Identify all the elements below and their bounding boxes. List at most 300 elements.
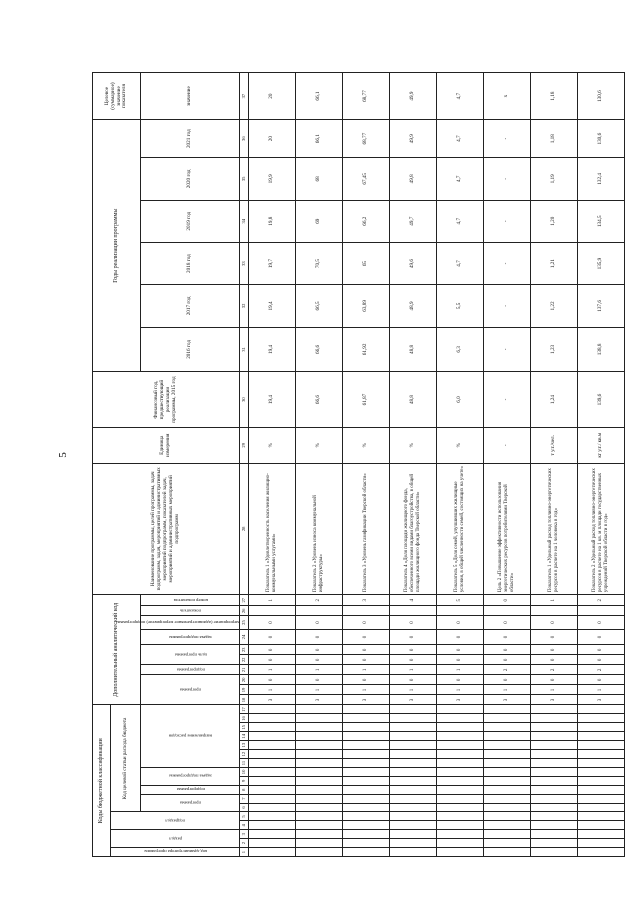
year-value: 130,6 <box>578 120 625 158</box>
page-number: 5 <box>56 452 69 458</box>
budget-code-cell <box>343 776 390 785</box>
budget-code-cell <box>531 821 578 830</box>
budget-code-cell <box>249 794 296 803</box>
program-indicators-table <box>92 72 625 857</box>
budget-code-cell <box>437 812 484 821</box>
budget-codes-header: Коды бюджетной классификации <box>93 705 111 857</box>
budget-code-cell <box>531 741 578 750</box>
column-number: 20 <box>240 675 249 685</box>
column-number: 18 <box>240 695 249 705</box>
column-number: 36 <box>240 120 249 158</box>
unit-cell: % <box>390 427 437 463</box>
additional-code-cell: 1 <box>531 595 578 606</box>
unit-cell: кг у.т./ кв.м <box>578 427 625 463</box>
budget-code-cell <box>249 812 296 821</box>
budget-code-cell <box>249 767 296 776</box>
table-row <box>531 73 578 857</box>
additional-code-cell: 0 <box>390 675 437 685</box>
year-value: 19,8 <box>249 200 296 242</box>
additional-code-cell: 0 <box>390 655 437 665</box>
additional-code-cell: 0 <box>390 645 437 655</box>
column-number: 13 <box>240 741 249 750</box>
budget-code-cell <box>390 732 437 741</box>
year-value: 1,18 <box>531 120 578 158</box>
additional-code-cell: 0 <box>296 645 343 655</box>
budget-code-cell <box>484 750 531 759</box>
budget-code-cell <box>343 785 390 794</box>
additional-code-cell: 0 <box>343 629 390 645</box>
year-value: 48,8 <box>390 327 437 372</box>
indicator-name: Показатель 1 «Удовлетворенность населения жилищно-коммунальными услугами» <box>249 463 296 595</box>
year-value: 1,22 <box>531 285 578 327</box>
additional-code-cell: 0 <box>484 675 531 685</box>
year-value: 4,7 <box>437 120 484 158</box>
year-value: 70,5 <box>296 242 343 284</box>
budget-code-cell <box>296 839 343 848</box>
column-number: 34 <box>240 200 249 242</box>
budget-code-cell <box>249 714 296 723</box>
budget-code-cell <box>249 830 296 839</box>
year-value: 49,9 <box>390 120 437 158</box>
table-wrap <box>92 72 609 857</box>
additional-code-cell <box>531 606 578 616</box>
year-value: 49,6 <box>390 242 437 284</box>
budget-code-cell <box>390 767 437 776</box>
column-number: 23 <box>240 645 249 655</box>
budget-code-cell <box>343 705 390 714</box>
unit-cell: % <box>343 427 390 463</box>
additional-code-cell: 0 <box>484 616 531 629</box>
unit-cell: т у.т./чел. <box>531 427 578 463</box>
budget-code-cell <box>249 741 296 750</box>
budget-code-cell <box>578 750 625 759</box>
year-2021-header: 2021 год <box>141 120 240 158</box>
budget-code-cell <box>437 794 484 803</box>
add-program-header: программа <box>141 675 240 705</box>
prev-year-header: Финансовый год, предшествующий реализации программы, 2015 год <box>93 372 240 428</box>
year-value: 20 <box>249 120 296 158</box>
column-number: 35 <box>240 158 249 200</box>
target-value: х <box>484 73 531 120</box>
additional-code-cell: 3 <box>578 695 625 705</box>
budget-code-cell <box>343 732 390 741</box>
additional-code-cell: 1 <box>437 665 484 675</box>
budget-code-cell <box>343 821 390 830</box>
additional-code-cell: 0 <box>390 616 437 629</box>
expense-direction-header: направление расходов <box>141 705 240 767</box>
budget-code-cell <box>437 732 484 741</box>
additional-code-cell: 1 <box>249 685 296 695</box>
budget-code-cell <box>484 759 531 768</box>
column-number-row <box>240 73 249 857</box>
budget-code-cell <box>531 785 578 794</box>
prev-year-value: 61,87 <box>343 372 390 428</box>
budget-code-cell <box>296 785 343 794</box>
additional-code-cell: 0 <box>484 645 531 655</box>
target-value: 1,18 <box>531 73 578 120</box>
additional-code-cell: 0 <box>531 675 578 685</box>
budget-code-cell <box>484 794 531 803</box>
column-number: 26 <box>240 606 249 616</box>
additional-code-cell: 2 <box>531 665 578 675</box>
additional-code-cell: 1 <box>249 595 296 606</box>
budget-code-cell <box>578 776 625 785</box>
budget-code-cell <box>437 839 484 848</box>
budget-code-cell <box>531 803 578 812</box>
additional-code-cell: 0 <box>296 616 343 629</box>
year-value: 49,7 <box>390 200 437 242</box>
indicator-name: Показатель 2 «Уровень износа коммунальной инфраструктуры» <box>296 463 343 595</box>
budget-code-cell <box>484 830 531 839</box>
additional-code-cell: 0 <box>578 675 625 685</box>
prev-year-value: - <box>484 372 531 428</box>
additional-code-cell: 2 <box>578 595 625 606</box>
indicator-number-header: номер показателя <box>141 595 240 606</box>
budget-code-cell <box>390 821 437 830</box>
budget-code-cell <box>484 732 531 741</box>
prev-year-value: 1,24 <box>531 372 578 428</box>
budget-code-cell <box>296 821 343 830</box>
additional-code-cell: 0 <box>343 675 390 685</box>
indicator-name: Показатель 4 «Доля площади жилищного фонда, обеспеченного всеми видами благоустройства, в общей площади жилищного фонда Тверской области» <box>390 463 437 595</box>
budget-code-cell <box>484 723 531 732</box>
budget-code-cell <box>249 803 296 812</box>
budget-code-cell <box>343 830 390 839</box>
budget-code-cell <box>296 750 343 759</box>
target-value-header: значение <box>141 73 240 120</box>
year-value: 5,5 <box>437 285 484 327</box>
additional-code-cell: 0 <box>296 675 343 685</box>
year-value: 4,7 <box>437 158 484 200</box>
budget-code-cell <box>296 776 343 785</box>
budget-code-cell <box>249 705 296 714</box>
budget-code-cell <box>343 759 390 768</box>
year-value: 19,7 <box>249 242 296 284</box>
years-header: Годы реализации программы <box>93 120 141 372</box>
additional-code-cell: 2 <box>578 665 625 675</box>
budget-code-cell <box>484 785 531 794</box>
additional-code-cell: 0 <box>531 616 578 629</box>
budget-code-cell <box>578 794 625 803</box>
year-value: 66,2 <box>343 200 390 242</box>
additional-code-cell <box>578 606 625 616</box>
column-number: 15 <box>240 723 249 732</box>
section-header: раздел <box>111 830 240 848</box>
budget-code-cell <box>484 741 531 750</box>
budget-code-cell <box>437 821 484 830</box>
table-row <box>296 73 343 857</box>
budget-code-cell <box>578 714 625 723</box>
budget-code-cell <box>578 821 625 830</box>
additional-code-cell: 1 <box>343 685 390 695</box>
additional-code-cell: 1 <box>531 685 578 695</box>
add-task-header: задача подпрограммы <box>141 629 240 645</box>
column-number: 28 <box>240 463 249 595</box>
budget-code-cell <box>390 830 437 839</box>
column-number: 8 <box>240 785 249 794</box>
budget-code-cell <box>437 750 484 759</box>
budget-code-cell <box>437 705 484 714</box>
column-number: 25 <box>240 616 249 629</box>
budget-code-cell <box>296 848 343 857</box>
budget-code-cell <box>484 705 531 714</box>
additional-code-cell: 1 <box>296 665 343 675</box>
indicator-header: показатель <box>141 606 240 616</box>
additional-code-cell: 0 <box>578 655 625 665</box>
budget-code-cell <box>437 848 484 857</box>
budget-code-cell <box>249 732 296 741</box>
budget-code-cell <box>437 759 484 768</box>
budget-code-cell <box>390 750 437 759</box>
table-row <box>249 73 296 857</box>
additional-code-cell: 0 <box>249 655 296 665</box>
additional-code-cell: 0 <box>578 645 625 655</box>
additional-code-cell: 3 <box>437 695 484 705</box>
additional-code-cell: 1 <box>578 685 625 695</box>
additional-code-cell <box>343 606 390 616</box>
year-value: 1,20 <box>531 200 578 242</box>
program-goal-header: цель программы <box>141 645 240 665</box>
budget-code-cell <box>531 732 578 741</box>
additional-code-cell: 0 <box>531 629 578 645</box>
budget-code-cell <box>484 714 531 723</box>
budget-code-cell <box>296 767 343 776</box>
additional-code-cell: 0 <box>249 675 296 685</box>
additional-code-cell: 0 <box>437 616 484 629</box>
target-header: Целевое (суммарное) значение показателя <box>93 73 141 120</box>
column-number: 12 <box>240 750 249 759</box>
additional-code-cell: 0 <box>296 655 343 665</box>
budget-code-cell <box>343 741 390 750</box>
year-value: 1,19 <box>531 158 578 200</box>
target-value: 68,77 <box>343 73 390 120</box>
additional-code-cell <box>390 606 437 616</box>
additional-code-cell: 0 <box>343 645 390 655</box>
target-value: 130,6 <box>578 73 625 120</box>
year-value: 65 <box>343 242 390 284</box>
budget-code-cell <box>343 848 390 857</box>
budget-code-cell <box>390 759 437 768</box>
additional-code-cell: 3 <box>249 695 296 705</box>
document-sheet <box>92 72 609 857</box>
table-row <box>578 73 625 857</box>
year-value: 1,21 <box>531 242 578 284</box>
year-value: 132,4 <box>578 158 625 200</box>
additional-code-cell: 0 <box>249 645 296 655</box>
indicator-name: Показатель 3 «Уровень газификации Тверской области» <box>343 463 390 595</box>
indicator-name: Показатель 2 «Удельный расход топливно-энергетических ресурсов в расчете на 1 кв. м площади государственных учреждений Тверской области в год» <box>578 463 625 595</box>
budget-code-cell <box>531 750 578 759</box>
budget-code-cell <box>484 812 531 821</box>
budget-code-cell <box>531 830 578 839</box>
budget-code-cell <box>578 705 625 714</box>
budget-code-cell <box>390 803 437 812</box>
year-value: 69 <box>296 200 343 242</box>
year-value: 49,8 <box>390 158 437 200</box>
additional-code-cell: 3 <box>296 695 343 705</box>
year-value: 67,45 <box>343 158 390 200</box>
year-value: 1,23 <box>531 327 578 372</box>
column-number: 27 <box>240 595 249 606</box>
budget-code-cell <box>578 812 625 821</box>
year-value: 48,9 <box>390 285 437 327</box>
year-2020-header: 2020 год <box>141 158 240 200</box>
year-value: 4,7 <box>437 200 484 242</box>
budget-code-cell <box>531 848 578 857</box>
budget-code-cell <box>390 723 437 732</box>
year-value: 66,5 <box>296 285 343 327</box>
additional-code-cell: 1 <box>484 685 531 695</box>
target-value: 49,9 <box>390 73 437 120</box>
column-number: 2 <box>240 839 249 848</box>
column-number: 7 <box>240 794 249 803</box>
table-row <box>343 73 390 857</box>
additional-code-cell: 0 <box>531 645 578 655</box>
budget-code-cell <box>343 750 390 759</box>
column-number: 3 <box>240 830 249 839</box>
column-number: 4 <box>240 821 249 830</box>
budget-code-cell <box>296 741 343 750</box>
budget-code-cell <box>343 723 390 732</box>
additional-code-cell: 1 <box>343 665 390 675</box>
budget-code-cell <box>249 848 296 857</box>
additional-code-cell: 5 <box>437 595 484 606</box>
target-value: 66,1 <box>296 73 343 120</box>
additional-code-cell: 3 <box>343 595 390 606</box>
year-value: 66,6 <box>296 327 343 372</box>
prev-year-value: 6,0 <box>437 372 484 428</box>
column-number: 5 <box>240 812 249 821</box>
budget-code-cell <box>296 830 343 839</box>
budget-code-cell <box>343 767 390 776</box>
subsection-header: подраздел <box>111 812 240 830</box>
budget-code-cell <box>390 705 437 714</box>
year-value: 61,92 <box>343 327 390 372</box>
budget-code-cell <box>578 830 625 839</box>
budget-code-cell <box>343 794 390 803</box>
year-value: 4,7 <box>437 242 484 284</box>
budget-code-cell <box>249 785 296 794</box>
budget-code-cell <box>484 767 531 776</box>
year-value: 134,5 <box>578 200 625 242</box>
year-value: - <box>484 285 531 327</box>
table-body <box>240 73 625 857</box>
budget-code-cell <box>437 830 484 839</box>
expense-article-header: Код целевой статьи расхода бюджета <box>111 705 141 812</box>
additional-code-cell: 0 <box>296 629 343 645</box>
budget-code-cell <box>390 714 437 723</box>
column-number: 9 <box>240 776 249 785</box>
column-number: 37 <box>240 73 249 120</box>
budget-code-cell <box>578 732 625 741</box>
budget-code-cell <box>484 839 531 848</box>
additional-code-cell: 0 <box>437 675 484 685</box>
additional-code-cell: 0 <box>437 629 484 645</box>
additional-code-cell: 0 <box>249 629 296 645</box>
budget-code-cell <box>390 794 437 803</box>
budget-code-cell <box>578 839 625 848</box>
additional-code-cell: 0 <box>484 595 531 606</box>
year-2016-header: 2016 год <box>141 327 240 372</box>
budget-code-cell <box>437 803 484 812</box>
year-value: 19,4 <box>249 285 296 327</box>
column-number: 1 <box>240 848 249 857</box>
additional-code-cell: 3 <box>531 695 578 705</box>
year-value: 68,77 <box>343 120 390 158</box>
budget-code-cell <box>531 767 578 776</box>
year-value: 137,6 <box>578 285 625 327</box>
year-value: 138,8 <box>578 327 625 372</box>
column-number: 16 <box>240 714 249 723</box>
table-row <box>390 73 437 857</box>
name-header: Наименование программы, целей программы, задач подпрограмм, задач, мероприятий и административных мероприятий подпрограмм, показателей задач, мероприятий и административных мероприятий подпрограмм <box>93 463 240 595</box>
budget-code-cell <box>531 723 578 732</box>
budget-code-cell <box>484 803 531 812</box>
year-value: 6,3 <box>437 327 484 372</box>
additional-code-cell: 0 <box>390 629 437 645</box>
additional-code-cell: 0 <box>578 616 625 629</box>
year-value: 135,9 <box>578 242 625 284</box>
budget-code-cell <box>343 839 390 848</box>
target-value: 20 <box>249 73 296 120</box>
additional-code-cell: 2 <box>296 595 343 606</box>
budget-code-cell <box>249 776 296 785</box>
additional-code-cell: 1 <box>437 685 484 695</box>
budget-code-cell <box>531 794 578 803</box>
subprogram-task-header: задача подпрограммы <box>141 767 240 785</box>
additional-code-cell: 0 <box>343 616 390 629</box>
year-value: 66,1 <box>296 120 343 158</box>
budget-code-cell <box>343 714 390 723</box>
year-value: 68 <box>296 158 343 200</box>
additional-code-cell: 4 <box>390 595 437 606</box>
budget-code-cell <box>390 785 437 794</box>
target-value: 4,7 <box>437 73 484 120</box>
unit-cell: % <box>437 427 484 463</box>
budget-code-cell <box>343 803 390 812</box>
subprogram-header: подпрограмма <box>141 785 240 794</box>
budget-code-cell <box>531 776 578 785</box>
budget-code-cell <box>390 776 437 785</box>
additional-code-cell: 0 <box>249 616 296 629</box>
budget-code-cell <box>437 785 484 794</box>
budget-code-cell <box>437 776 484 785</box>
column-number: 14 <box>240 732 249 741</box>
column-number: 11 <box>240 759 249 768</box>
budget-code-cell <box>296 705 343 714</box>
additional-code-header: Дополнительный аналитический код <box>93 595 141 705</box>
program-header: программа <box>141 794 240 812</box>
year-2017-header: 2017 год <box>141 285 240 327</box>
additional-code-cell: 1 <box>249 665 296 675</box>
indicator-name: Показатель 5 «Доля семей, улучшивших жилищные условия, в общей численности семей, состоящих на учете» <box>437 463 484 595</box>
column-number: 17 <box>240 705 249 714</box>
admin-code-header: код администратора программы <box>111 848 240 857</box>
budget-code-cell <box>484 848 531 857</box>
table-row <box>437 73 484 857</box>
budget-code-cell <box>578 803 625 812</box>
budget-code-cell <box>437 723 484 732</box>
year-value: 63,89 <box>343 285 390 327</box>
budget-code-cell <box>578 723 625 732</box>
additional-code-cell: 3 <box>343 695 390 705</box>
budget-code-cell <box>578 785 625 794</box>
indicator-name: Показатель 1 «Удельный расход топливно-энергетических ресурсов в расчете на 1 человека в год» <box>531 463 578 595</box>
column-number: 30 <box>240 372 249 428</box>
budget-code-cell <box>578 759 625 768</box>
additional-code-cell: 1 <box>390 685 437 695</box>
budget-code-cell <box>296 803 343 812</box>
